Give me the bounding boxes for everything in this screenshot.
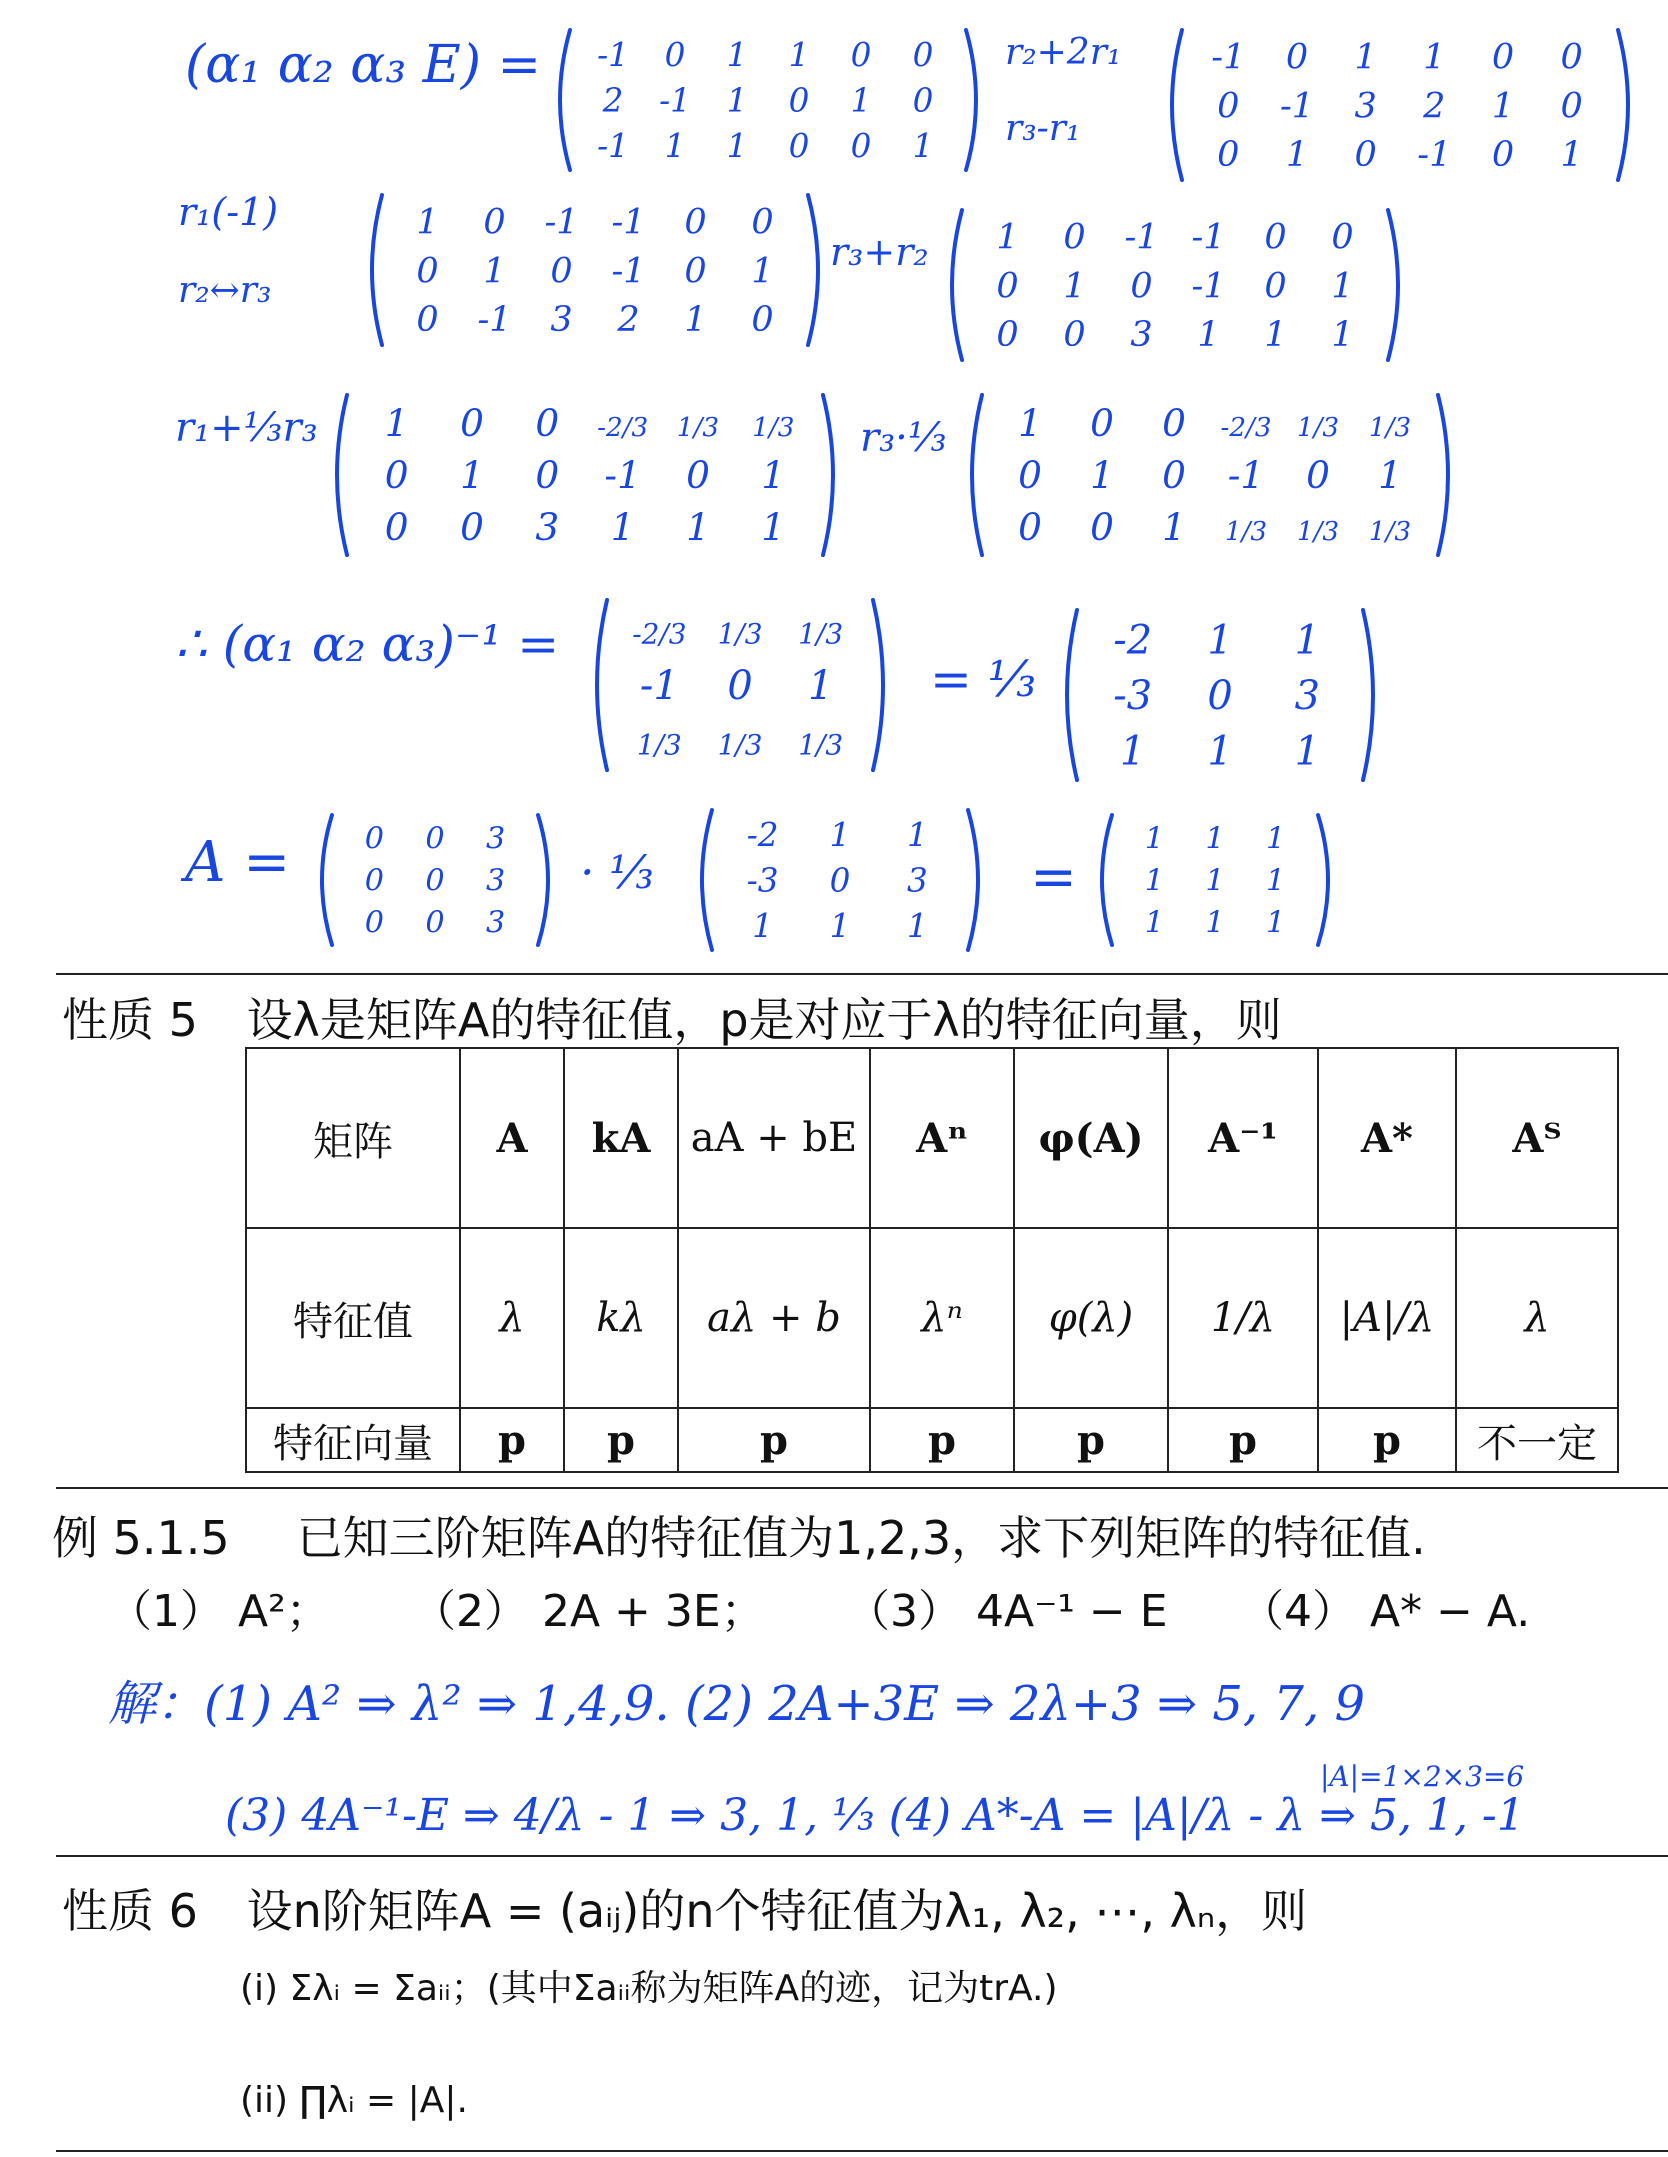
- matrix-bracket: [1438, 395, 1448, 555]
- matrix-entry: 0: [1560, 36, 1583, 78]
- matrix-entry: 1/3: [752, 413, 795, 444]
- divider: [56, 1487, 1668, 1489]
- matrix-entry: 0: [1560, 85, 1583, 127]
- matrix-m9: [310, 805, 560, 955]
- matrix-bracket: [1618, 30, 1628, 180]
- matrix-entry: 3: [906, 861, 928, 900]
- matrix-entry: 1: [1331, 265, 1354, 307]
- table-cell: A: [460, 1048, 564, 1228]
- matrix-entry: 1: [906, 816, 928, 855]
- row-op-3: r₃+r₂: [830, 230, 929, 274]
- matrix-entry: 1: [1294, 617, 1321, 664]
- matrix-m4: [940, 200, 1410, 370]
- matrix-entry: 1/3: [717, 617, 763, 651]
- example-label: 例 5.1.5: [52, 1511, 230, 1565]
- property5-label: 性质 5: [62, 993, 198, 1047]
- matrix-entry: 1/3: [676, 413, 720, 444]
- matrix-bracket: [972, 395, 982, 555]
- property6-item-1: (i) Σλᵢ = Σaᵢᵢ；(其中Σaᵢᵢ称为矩阵A的迹，记为trA.): [240, 1968, 1058, 2009]
- row-header: 特征值: [246, 1228, 460, 1408]
- matrix-entry: 0: [686, 453, 710, 498]
- example-text: 已知三阶矩阵A的特征值为1,2,3，求下列矩阵的特征值.: [296, 1511, 1426, 1565]
- table-cell: p: [1318, 1408, 1456, 1472]
- matrix-entry: -1: [597, 126, 629, 165]
- matrix-bracket: [1363, 610, 1373, 780]
- matrix-entry: 1: [1264, 313, 1287, 355]
- matrix-entry: -1: [639, 662, 679, 709]
- matrix-entry: 0: [751, 298, 774, 340]
- matrix-entry: 1: [1205, 821, 1225, 857]
- example-part: （1） A²；: [108, 1586, 330, 1637]
- matrix-entry: -1: [1191, 216, 1226, 258]
- matrix-entry: 0: [460, 401, 484, 446]
- matrix-m8: [1055, 600, 1385, 790]
- equals-sign: =: [1030, 845, 1077, 910]
- matrix-entry: 1: [1197, 313, 1220, 355]
- matrix-entry: 1: [726, 36, 748, 75]
- matrix-entry: 1: [1491, 85, 1515, 127]
- matrix-entry: 1: [416, 201, 439, 243]
- matrix-entry: 0: [550, 250, 573, 292]
- matrix-entry: 1: [726, 126, 748, 165]
- matrix-entry: -1: [659, 81, 691, 120]
- table-cell: φ(λ): [1014, 1228, 1168, 1408]
- matrix-entry: 1/3: [1368, 517, 1412, 548]
- matrix-entry: 0: [384, 453, 409, 498]
- matrix-entry: 0: [664, 36, 686, 75]
- divider: [56, 2150, 1668, 2152]
- matrix-entry: 0: [684, 250, 707, 292]
- matrix-m7: [585, 590, 895, 780]
- matrix-entry: 0: [1090, 505, 1114, 550]
- matrix-entry: 1: [1294, 728, 1321, 775]
- table-cell: λ: [460, 1228, 564, 1408]
- row-op-2-bottom: r₂↔r₃: [178, 270, 272, 311]
- matrix-entry: 1: [664, 126, 686, 165]
- matrix-entry: 3: [550, 298, 573, 340]
- property6-item-2: (ii) ∏λᵢ = |A|.: [240, 2080, 468, 2121]
- matrix-entry: 0: [850, 126, 872, 165]
- matrix-entry: 0: [1018, 505, 1042, 550]
- matrix-entry: 1: [1285, 133, 1309, 175]
- dot-one-third: · ⅓: [580, 845, 654, 899]
- table-row-eigenvalue: [246, 1228, 1618, 1408]
- matrix-entry: 1: [912, 126, 934, 165]
- table-cell: p: [870, 1408, 1014, 1472]
- matrix-bracket: [597, 600, 607, 770]
- matrix-entry: 1/3: [636, 728, 682, 762]
- matrix-entry: 0: [1331, 216, 1354, 258]
- matrix-entry: -1: [1279, 85, 1315, 127]
- example-statement: [52, 1502, 1426, 1568]
- matrix-entry: -1: [1227, 453, 1265, 498]
- matrix-m5: [325, 385, 845, 565]
- property6-text: 设n阶矩阵A = (aᵢⱼ)的n个特征值为λ₁, λ₂, ⋯, λₙ，则: [246, 1884, 1308, 1938]
- table-cell: 不一定: [1456, 1408, 1618, 1472]
- matrix-entry: 1/3: [1296, 517, 1340, 548]
- example-part: （3） 4A⁻¹ − E: [846, 1586, 1168, 1637]
- matrix-entry: 0: [425, 821, 445, 857]
- matrix-entry: 0: [1207, 672, 1233, 719]
- matrix-entry: -2/3: [597, 413, 649, 444]
- matrix-entry: 0: [912, 81, 934, 120]
- matrix-bracket: [1102, 815, 1112, 945]
- table-cell: λ: [1456, 1228, 1618, 1408]
- matrix-bracket: [968, 810, 978, 950]
- matrix-bracket: [538, 815, 548, 945]
- matrix-entry: 0: [1491, 36, 1515, 78]
- matrix-entry: 0: [912, 36, 934, 75]
- matrix-entry: 3: [486, 863, 506, 899]
- matrix-bracket: [560, 30, 570, 170]
- matrix-entry: 1: [726, 81, 748, 120]
- matrix-entry: 1/3: [798, 617, 844, 651]
- example-part: （2） 2A + 3E；: [412, 1586, 765, 1637]
- matrix-entry: 0: [1162, 453, 1186, 498]
- matrix-entry: 0: [364, 905, 384, 941]
- matrix-entry: 3: [486, 821, 506, 857]
- matrix-entry: 2: [602, 81, 624, 120]
- matrix-bracket: [372, 195, 382, 345]
- matrix-entry: 1: [1144, 863, 1164, 899]
- matrix-entry: 1: [1207, 728, 1233, 775]
- matrix-entry: 2: [1423, 85, 1446, 127]
- matrix-entry: 0: [996, 313, 1019, 355]
- solution-line-1: 解：(1) A² ⇒ λ² ⇒ 1,4,9. (2) 2A+3E ⇒ 2λ+3 ⇒ 5, 7, 9: [108, 1676, 1366, 1732]
- row-op-1-bottom: r₃-r₁: [1005, 108, 1081, 149]
- table-cell: p: [460, 1408, 564, 1472]
- matrix-bracket: [337, 395, 347, 555]
- matrix-entry: 1: [684, 298, 707, 340]
- matrix-entry: 1: [1162, 505, 1186, 550]
- matrix-entry: 0: [684, 201, 707, 243]
- matrix-entry: 1: [1560, 133, 1583, 175]
- solution-line-2: (3) 4A⁻¹-E ⇒ 4/λ - 1 ⇒ 3, 1, ⅓ (4) A*-A = |A|/λ - λ ⇒ 5, 1, -1: [225, 1790, 1525, 1841]
- table-cell: aA + bE: [678, 1048, 870, 1228]
- table-cell: p: [564, 1408, 678, 1472]
- row-op-1-top: r₂+2r₁: [1005, 32, 1122, 73]
- matrix-m1: [548, 20, 988, 180]
- divider: [56, 1855, 1668, 1857]
- matrix-entry: 0: [788, 126, 810, 165]
- matrix-entry: 0: [829, 861, 851, 900]
- matrix-entry: 3: [486, 905, 506, 941]
- a-lhs: A =: [185, 830, 291, 895]
- property6-label: 性质 6: [62, 1884, 198, 1938]
- matrix-entry: 1: [761, 453, 786, 498]
- matrix-entry: 1: [384, 401, 409, 446]
- table-cell: λⁿ: [870, 1228, 1014, 1408]
- table-cell: p: [1014, 1408, 1168, 1472]
- matrix-entry: -1: [544, 201, 579, 243]
- property5-statement: [62, 984, 1282, 1050]
- matrix-entry: 1: [483, 250, 506, 292]
- matrix-entry: 0: [1130, 265, 1153, 307]
- matrix-entry: -2: [1113, 617, 1153, 664]
- matrix-entry: 0: [1264, 265, 1287, 307]
- matrix-entry: -1: [477, 298, 512, 340]
- matrix-entry: 1: [1266, 821, 1286, 857]
- matrix-entry: -1: [1211, 36, 1246, 78]
- matrix-entry: 0: [996, 265, 1019, 307]
- matrix-entry: 1: [1207, 617, 1233, 664]
- matrix-entry: 1: [906, 906, 928, 945]
- table-cell: kλ: [564, 1228, 678, 1408]
- matrix-entry: 1: [1063, 265, 1086, 307]
- table-row-eigenvector: [246, 1408, 1618, 1472]
- matrix-entry: 0: [727, 662, 753, 709]
- matrix-entry: 1: [1018, 401, 1042, 446]
- matrix-entry: 1/3: [1296, 413, 1340, 444]
- matrix-entry: 1: [761, 505, 786, 550]
- matrix-entry: 1: [460, 453, 484, 498]
- aug-matrix-lhs: (α₁ α₂ α₃ E) =: [185, 35, 542, 95]
- matrix-bracket: [966, 30, 976, 170]
- matrix-entry: 1: [610, 505, 635, 550]
- matrix-entry: 0: [1217, 133, 1240, 175]
- matrix-entry: -3: [746, 861, 779, 900]
- equals-one-third: = ⅓: [930, 650, 1037, 708]
- table-cell: Aᵀ: [1456, 1048, 1618, 1228]
- table-cell: φ(A): [1014, 1048, 1168, 1228]
- matrix-entry: 1: [1144, 905, 1164, 941]
- matrix-entry: 0: [1018, 453, 1042, 498]
- row-header: 特征向量: [246, 1408, 460, 1472]
- matrix-entry: 1: [686, 505, 710, 550]
- property6-statement: [62, 1875, 1307, 1941]
- matrix-m10: [690, 800, 990, 960]
- inverse-lhs: ∴ (α₁ α₂ α₃)⁻¹ =: [175, 615, 560, 673]
- matrix-entry: 2: [617, 298, 640, 340]
- matrix-bracket: [702, 810, 712, 950]
- matrix-entry: -1: [611, 201, 646, 243]
- matrix-bracket: [873, 600, 883, 770]
- matrix-entry: 0: [1285, 36, 1309, 78]
- matrix-m11: [1090, 805, 1340, 955]
- matrix-entry: -1: [604, 453, 641, 498]
- matrix-entry: 1: [1205, 863, 1225, 899]
- matrix-entry: -3: [1113, 672, 1153, 719]
- table-cell: 1/λ: [1168, 1228, 1318, 1408]
- table-cell: |A|/λ: [1318, 1228, 1456, 1408]
- row-op-2-top: r₁(-1): [178, 190, 279, 234]
- matrix-entry: 1: [1354, 36, 1377, 78]
- table-cell: A⁻¹: [1168, 1048, 1318, 1228]
- matrix-entry: 1: [751, 250, 774, 292]
- table-cell: kA: [564, 1048, 678, 1228]
- matrix-entry: 1/3: [717, 728, 763, 762]
- matrix-entry: 0: [364, 821, 384, 857]
- matrix-bracket: [1318, 815, 1328, 945]
- matrix-entry: 0: [1217, 85, 1240, 127]
- matrix-entry: -2/3: [1220, 413, 1272, 444]
- matrix-entry: 1/3: [1368, 413, 1412, 444]
- matrix-entry: 0: [788, 81, 810, 120]
- matrix-entry: 1: [850, 81, 872, 120]
- matrix-entry: -1: [1191, 265, 1226, 307]
- table-cell: aλ + b: [678, 1228, 870, 1408]
- matrix-entry: 1: [788, 36, 810, 75]
- matrix-bracket: [952, 210, 962, 360]
- matrix-entry: 0: [460, 505, 484, 550]
- divider: [56, 973, 1668, 975]
- matrix-entry: -1: [1124, 216, 1159, 258]
- row-header: 矩阵: [246, 1048, 460, 1228]
- table-cell: A*: [1318, 1048, 1456, 1228]
- matrix-entry: 1: [1423, 36, 1446, 78]
- row-op-5: r₃·⅓: [860, 415, 947, 461]
- table-cell: p: [678, 1408, 870, 1472]
- matrix-entry: 0: [416, 250, 439, 292]
- row-op-4: r₁+⅓r₃: [175, 405, 318, 451]
- matrix-entry: 0: [416, 298, 439, 340]
- matrix-entry: 3: [535, 505, 560, 550]
- matrix-entry: 0: [751, 201, 774, 243]
- matrix-entry: -2: [746, 816, 779, 855]
- matrix-entry: 0: [850, 36, 872, 75]
- example-part: （4） A* − A.: [1240, 1586, 1531, 1637]
- matrix-entry: 3: [1294, 672, 1321, 719]
- matrix-entry: 0: [1306, 453, 1330, 498]
- matrix-bracket: [808, 195, 818, 345]
- matrix-bracket: [823, 395, 833, 555]
- matrix-entry: 1: [1331, 313, 1354, 355]
- matrix-bracket: [1067, 610, 1077, 780]
- eigen-properties-table: [245, 1047, 1619, 1473]
- matrix-entry: -1: [597, 36, 629, 75]
- matrix-entry: 1: [1378, 453, 1402, 498]
- matrix-bracket: [1388, 210, 1398, 360]
- matrix-entry: 1: [829, 816, 851, 855]
- matrix-entry: 1: [1119, 728, 1146, 775]
- matrix-entry: 1: [1144, 821, 1164, 857]
- example-parts: [108, 1575, 1530, 1639]
- matrix-entry: 0: [535, 453, 560, 498]
- matrix-entry: 0: [483, 201, 506, 243]
- solution-note: |A|=1×2×3=6: [1320, 1760, 1525, 1793]
- table-cell: Aⁿ: [870, 1048, 1014, 1228]
- matrix-entry: 1: [1266, 863, 1286, 899]
- matrix-entry: 0: [1491, 133, 1515, 175]
- matrix-entry: 0: [1354, 133, 1377, 175]
- matrix-m2: [1160, 20, 1640, 190]
- matrix-entry: 0: [535, 401, 560, 446]
- matrix-entry: 0: [384, 505, 409, 550]
- matrix-entry: 1/3: [798, 728, 844, 762]
- table-cell: p: [1168, 1408, 1318, 1472]
- matrix-m6: [960, 385, 1460, 565]
- matrix-entry: 1: [1266, 905, 1286, 941]
- matrix-entry: 1: [1090, 453, 1114, 498]
- matrix-entry: 0: [1162, 401, 1186, 446]
- matrix-entry: -2/3: [632, 617, 687, 651]
- matrix-bracket: [1172, 30, 1182, 180]
- matrix-entry: 0: [1090, 401, 1114, 446]
- matrix-entry: 0: [1264, 216, 1287, 258]
- matrix-entry: 0: [1063, 313, 1086, 355]
- matrix-entry: 0: [425, 863, 445, 899]
- matrix-entry: 1/3: [1224, 517, 1268, 548]
- matrix-entry: 1: [996, 216, 1019, 258]
- matrix-entry: -1: [611, 250, 646, 292]
- matrix-bracket: [322, 815, 332, 945]
- matrix-entry: 1: [829, 906, 851, 945]
- matrix-entry: 3: [1354, 85, 1377, 127]
- matrix-entry: 0: [364, 863, 384, 899]
- matrix-entry: 0: [425, 905, 445, 941]
- table-row-matrix: [246, 1048, 1618, 1228]
- matrix-m3: [360, 185, 830, 355]
- matrix-entry: 1: [1205, 905, 1225, 941]
- matrix-entry: -1: [1417, 133, 1452, 175]
- matrix-entry: 0: [1063, 216, 1086, 258]
- property5-text: 设λ是矩阵A的特征值，p是对应于λ的特征向量，则: [246, 993, 1282, 1047]
- matrix-entry: 1: [752, 906, 774, 945]
- matrix-entry: 3: [1130, 313, 1153, 355]
- matrix-entry: 1: [807, 662, 834, 709]
